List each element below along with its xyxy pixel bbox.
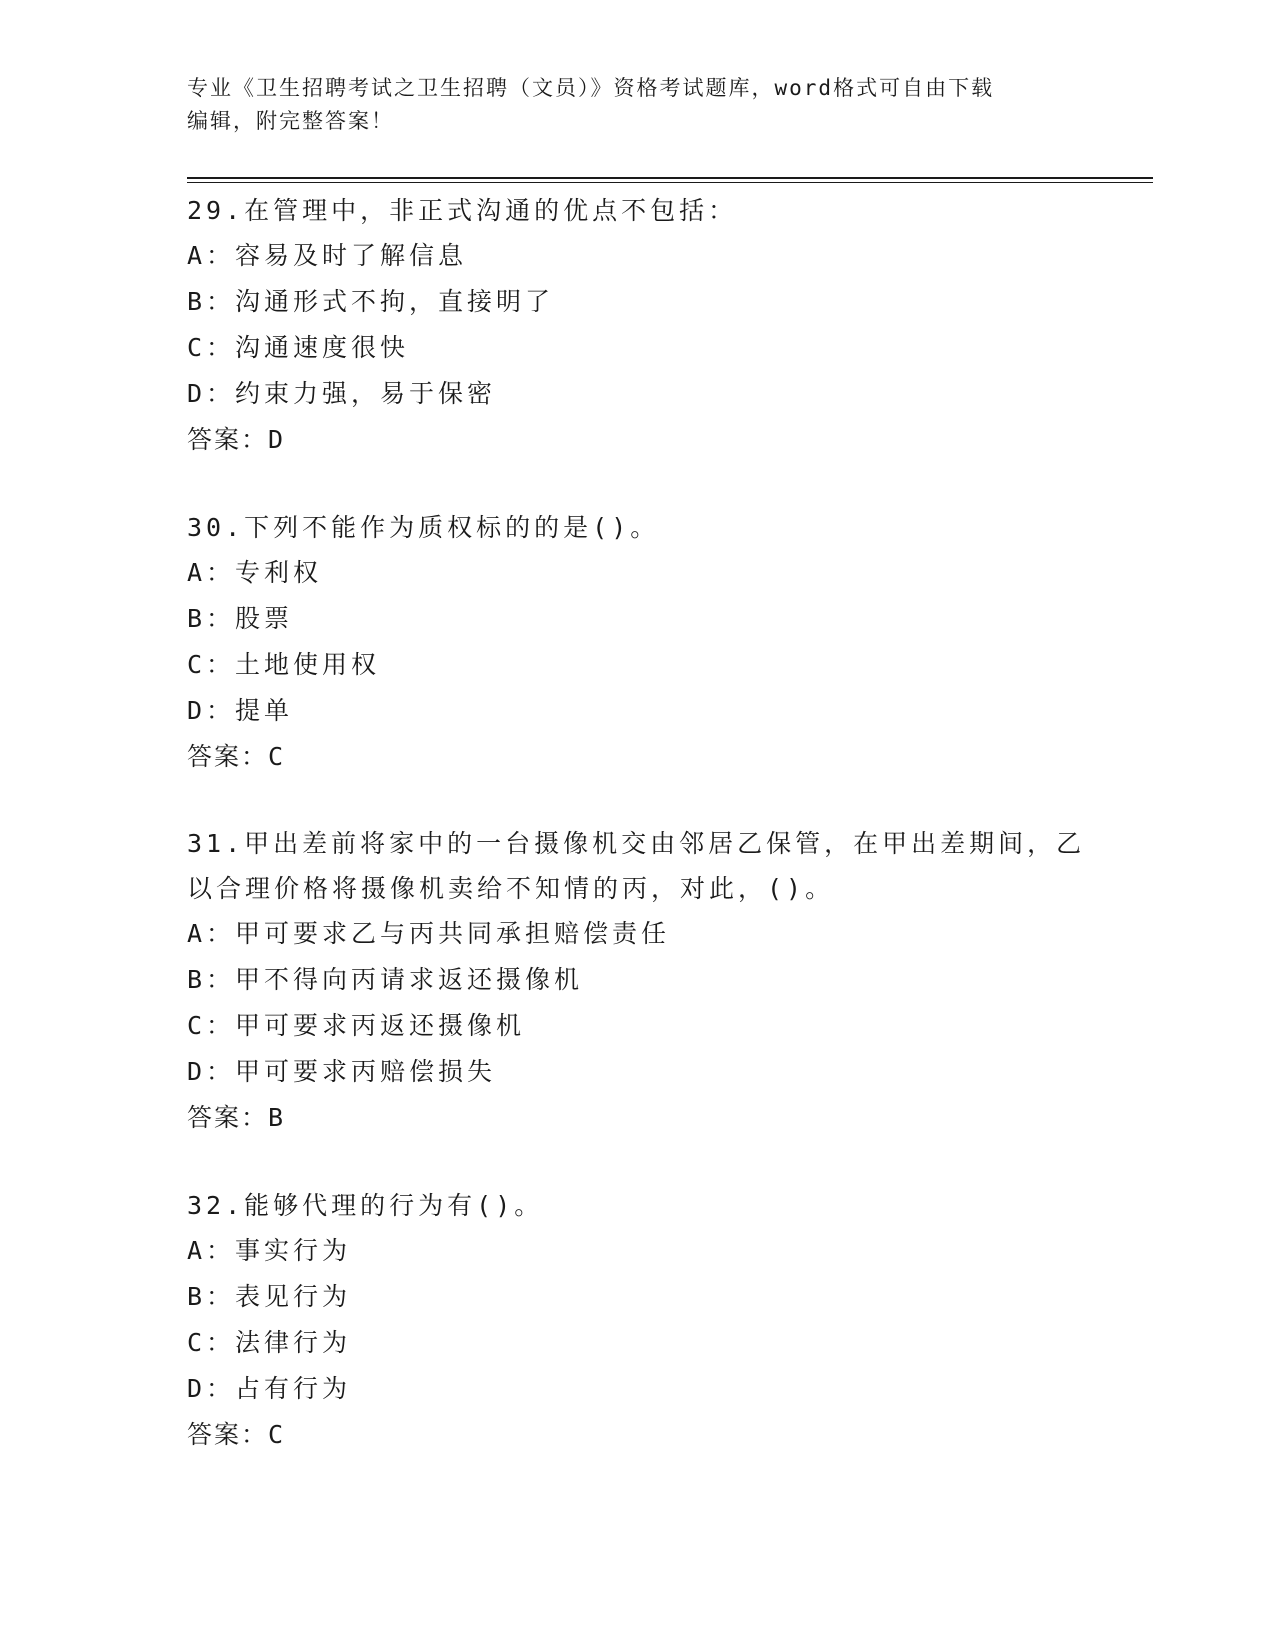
answer: 答案：D xyxy=(187,425,286,454)
document-header xyxy=(187,72,1067,138)
option-b: B：股票 xyxy=(187,604,294,633)
option-a: A：甲可要求乙与丙共同承担赔偿责任 xyxy=(187,919,671,948)
option-c: C：法律行为 xyxy=(187,1328,352,1357)
option-b: B：沟通形式不拘，直接明了 xyxy=(187,287,555,316)
question-stem: 29.在管理中，非正式沟通的优点不包括： xyxy=(187,196,738,225)
option-a: A：专利权 xyxy=(187,558,323,587)
question-31 xyxy=(187,821,1087,1141)
answer: 答案：C xyxy=(187,1420,286,1449)
question-stem xyxy=(187,821,1087,911)
option-c: C：土地使用权 xyxy=(187,650,381,679)
option-a: A：容易及时了解信息 xyxy=(187,241,468,270)
question-stem: 30.下列不能作为质权标的的是()。 xyxy=(187,513,660,542)
header-divider-thin xyxy=(187,182,1153,183)
question-30 xyxy=(187,505,1087,780)
option-d: D：占有行为 xyxy=(187,1374,352,1403)
option-d: D：提单 xyxy=(187,696,294,725)
option-b: B：甲不得向丙请求返还摄像机 xyxy=(187,965,584,994)
question-32 xyxy=(187,1183,1087,1458)
option-c: C：沟通速度很快 xyxy=(187,333,410,362)
option-d: D：甲可要求丙赔偿损失 xyxy=(187,1057,497,1086)
answer: 答案：B xyxy=(187,1103,286,1132)
option-a: A：事实行为 xyxy=(187,1236,352,1265)
question-stem: 32.能够代理的行为有()。 xyxy=(187,1191,544,1220)
answer: 答案：C xyxy=(187,742,286,771)
header-divider-thick xyxy=(187,177,1153,179)
header-line-1: 专业《卫生招聘考试之卫生招聘（文员）》资格考试题库，word格式可自由下载 xyxy=(187,76,995,100)
question-stem-line-1: 31.甲出差前将家中的一台摄像机交由邻居乙保管，在甲出差期间，乙 xyxy=(187,829,1086,858)
option-d: D：约束力强，易于保密 xyxy=(187,379,497,408)
option-b: B：表见行为 xyxy=(187,1282,352,1311)
option-c: C：甲可要求丙返还摄像机 xyxy=(187,1011,526,1040)
question-stem-line-2: 以合理价格将摄像机卖给不知情的丙，对此，()。 xyxy=(187,874,835,903)
question-29 xyxy=(187,188,1087,463)
header-line-2: 编辑，附完整答案！ xyxy=(187,109,394,133)
